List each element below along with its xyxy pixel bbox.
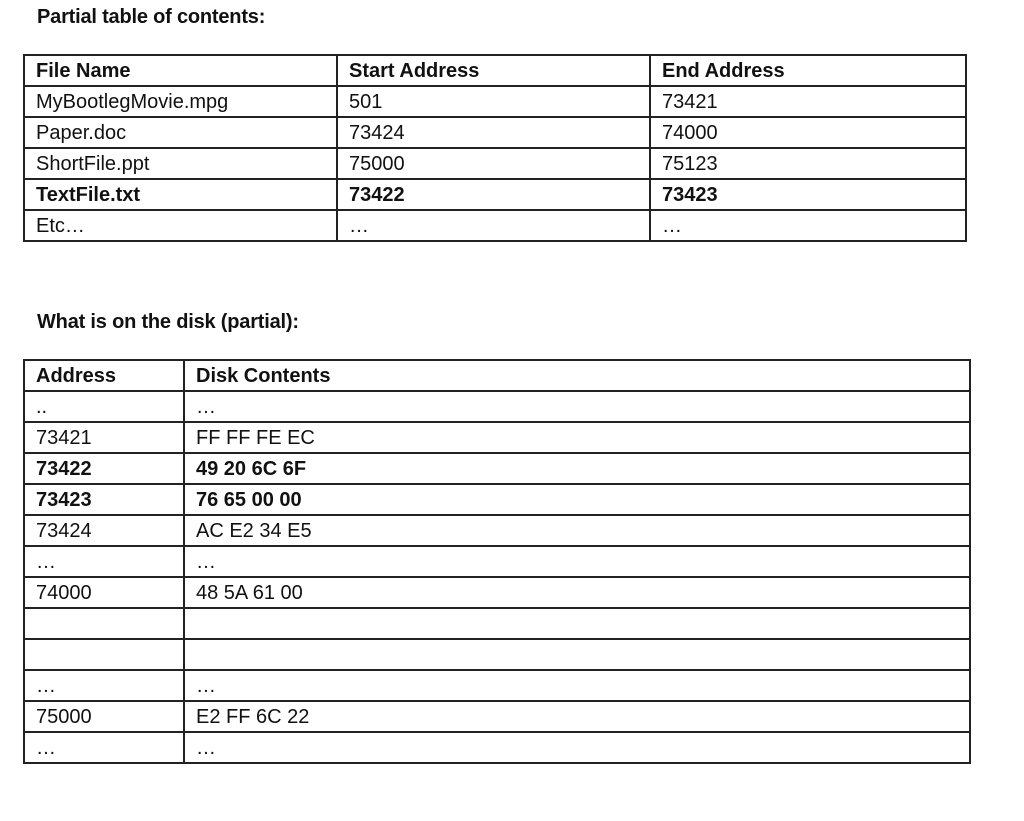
contents-cell: [184, 639, 970, 670]
table-row: [24, 210, 966, 241]
table-row-empty: [24, 608, 970, 639]
table-row: [24, 117, 966, 148]
start-address-cell: 73422: [337, 179, 650, 210]
address-cell: 73424: [24, 515, 184, 546]
address-cell: 73421: [24, 422, 184, 453]
contents-cell: 76 65 00 00: [184, 484, 970, 515]
address-cell: …: [24, 546, 184, 577]
table-row: [24, 546, 970, 577]
table-row: [24, 577, 970, 608]
start-address-cell: …: [337, 210, 650, 241]
address-cell: …: [24, 732, 184, 763]
contents-cell: …: [184, 732, 970, 763]
column-header-file-name: File Name: [24, 55, 337, 86]
table-row: [24, 732, 970, 763]
end-address-cell: …: [650, 210, 966, 241]
address-cell: 74000: [24, 577, 184, 608]
end-address-cell: 73423: [650, 179, 966, 210]
contents-cell: …: [184, 546, 970, 577]
table-of-contents: [23, 54, 967, 242]
disk-heading: What is on the disk (partial):: [37, 311, 299, 333]
start-address-cell: 501: [337, 86, 650, 117]
toc-heading: Partial table of contents:: [37, 6, 266, 28]
contents-cell: …: [184, 391, 970, 422]
address-cell: 73423: [24, 484, 184, 515]
contents-cell: 48 5A 61 00: [184, 577, 970, 608]
contents-cell: [184, 608, 970, 639]
end-address-cell: 74000: [650, 117, 966, 148]
disk-header-row: [24, 360, 970, 391]
start-address-cell: 75000: [337, 148, 650, 179]
table-row: [24, 86, 966, 117]
table-row: [24, 391, 970, 422]
end-address-cell: 73421: [650, 86, 966, 117]
table-row-empty: [24, 639, 970, 670]
table-row-highlighted: [24, 453, 970, 484]
file-name-cell: Etc…: [24, 210, 337, 241]
contents-cell: AC E2 34 E5: [184, 515, 970, 546]
table-row: [24, 701, 970, 732]
table-row: [24, 422, 970, 453]
table-row-highlighted: [24, 179, 966, 210]
disk-contents-table: [23, 359, 971, 764]
file-name-cell: ShortFile.ppt: [24, 148, 337, 179]
column-header-disk-contents: Disk Contents: [184, 360, 970, 391]
column-header-start-address: Start Address: [337, 55, 650, 86]
contents-cell: …: [184, 670, 970, 701]
table-row: [24, 515, 970, 546]
contents-cell: 49 20 6C 6F: [184, 453, 970, 484]
toc-header-row: [24, 55, 966, 86]
column-header-address: Address: [24, 360, 184, 391]
contents-cell: FF FF FE EC: [184, 422, 970, 453]
end-address-cell: 75123: [650, 148, 966, 179]
address-cell: 73422: [24, 453, 184, 484]
address-cell: 75000: [24, 701, 184, 732]
file-name-cell: Paper.doc: [24, 117, 337, 148]
file-name-cell: MyBootlegMovie.mpg: [24, 86, 337, 117]
address-cell: ..: [24, 391, 184, 422]
start-address-cell: 73424: [337, 117, 650, 148]
address-cell: [24, 639, 184, 670]
contents-cell: E2 FF 6C 22: [184, 701, 970, 732]
address-cell: [24, 608, 184, 639]
table-row-highlighted: [24, 484, 970, 515]
address-cell: …: [24, 670, 184, 701]
table-row: [24, 148, 966, 179]
file-name-cell: TextFile.txt: [24, 179, 337, 210]
column-header-end-address: End Address: [650, 55, 966, 86]
table-row: [24, 670, 970, 701]
